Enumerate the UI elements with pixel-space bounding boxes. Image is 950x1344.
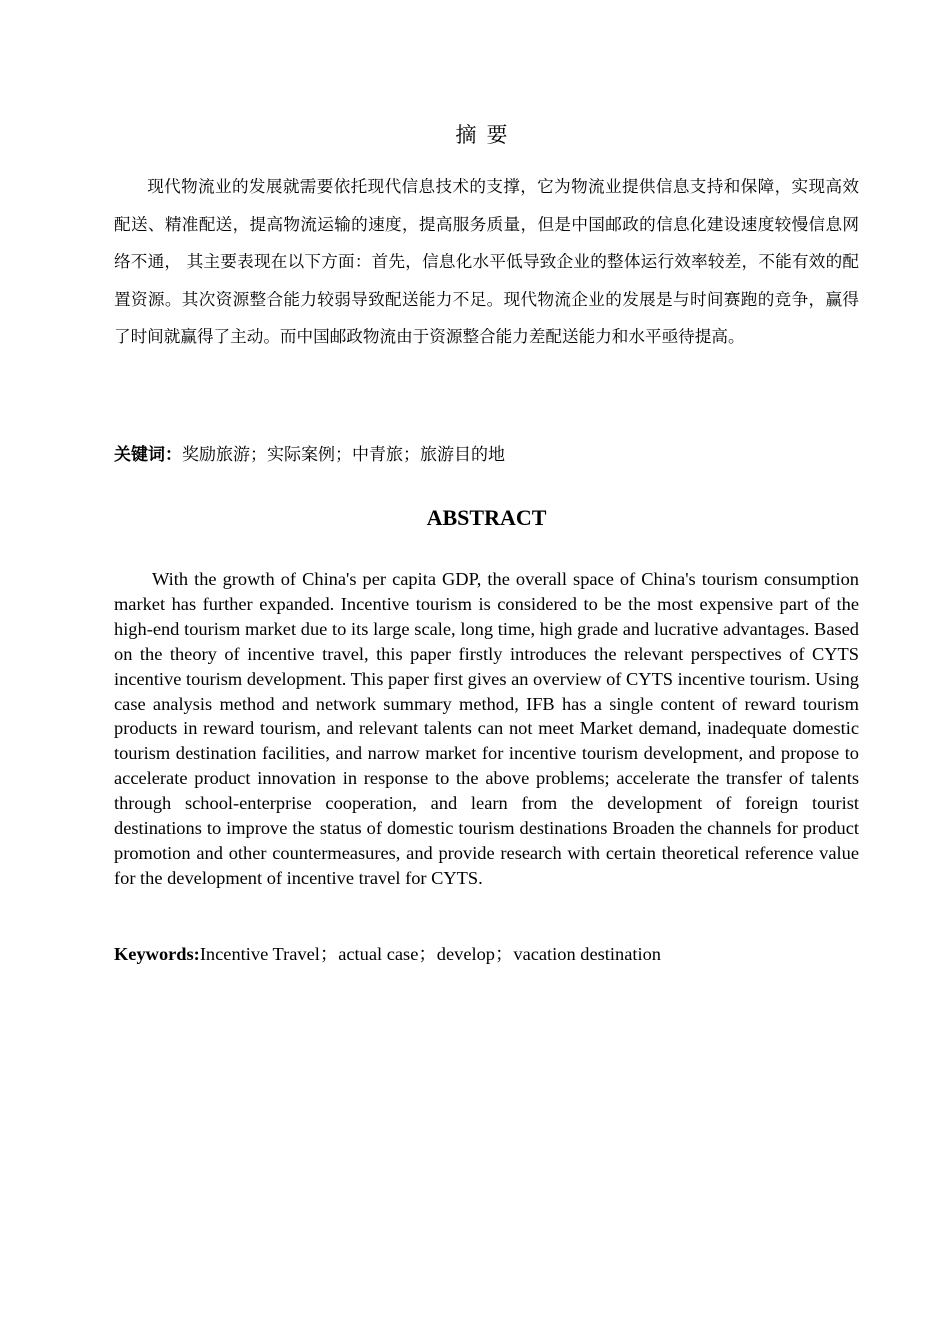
english-keywords-value: Incentive Travel；actual case；develop；vacation destination [199,944,661,964]
chinese-abstract-title: 摘要 [455,123,518,147]
chinese-abstract-body: 现代物流业的发展就需要依托现代信息技术的支撑，它为物流业提供信息支持和保障，实现高效配送、精准配送，提高物流运输的速度，提高服务质量，但是中国邮政的信息化建设速度较慢信息网络不通， 其主要表现在以下方面：首先，信息化水平低导致企业的整体运行效率较差，不能有效的配置资源。其次资源整合能力较弱导致配送能力不足。现代物流企业的发展是与时间赛跑的竞争，赢得了时间就赢得了主动。而中国邮政物流由于资源整合能力差配送能力和水平亟待提高。 [114,177,859,346]
chinese-keywords-label: 关键词： [114,445,182,465]
chinese-keywords [114,440,859,470]
english-keywords-label: Keywords: [114,944,200,964]
chinese-keywords-value: 奖励旅游；实际案例；中青旅；旅游目的地 [182,445,505,465]
english-keywords [114,941,859,967]
english-abstract-title: ABSTRACT [426,505,547,530]
english-abstract-body: With the growth of China's per capita GDP, the overall space of China's tourism consumption market has further expanded. Incentive tourism is considered to be the most expensive part of the high-end tourism market due to its large scale, long time, high grade and lucrative advantages. Based on the theory of incentive travel, this paper firstly introduces the relevant perspectives of CYTS incentive tourism development. This paper first gives an overview of CYTS incentive tourism. Using case analysis method and network summary method, IFB has a single content of reward tourism products in reward tourism, and relevant talents can not meet Market demand, inadequate domestic tourism destination facilities, and narrow market for incentive tourism development, and propose to accelerate product innovation in response to the above problems; accelerate the transfer of talents through school-enterprise cooperation, and learn from the development of foreign tourist destinations to improve the status of domestic tourism destinations Broaden the channels for product promotion and other countermeasures, and provide research with certain theoretical reference value for the development of incentive travel for CYTS. [114,569,859,888]
